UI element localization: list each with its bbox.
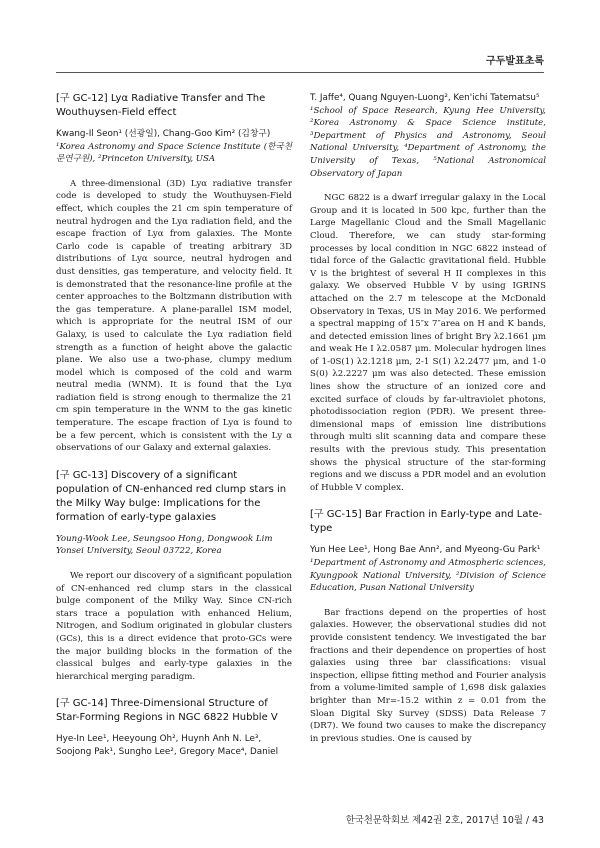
abstract-gc-13 [56,469,292,684]
right-column [310,92,546,759]
abstract-authors: Hye-In Lee¹, Heeyoung Oh², Huynh Anh N. Le³, Soojong Pak¹, Sungho Lee², Gregory Mace⁴, Daniel [56,734,279,757]
abstract-body: We report our discovery of a significant population of CN-enhanced red clump stars in the classical bulge component of the Milky Way. Since CN-rich stars trace a population with enhanced Helium, Nitrogen, and Sodium originated in globular clusters (GCs), this is a direct evidence that proto-GCs were the major building blocks in the formation of the classical bulges and early-type galaxies in the hierarchical merging paradigm. [56,571,292,682]
page-header [0,0,600,80]
abstract-authors: Kwang-Il Seon¹ (선광일), Chang-Goo Kim² (김창구) [56,129,271,139]
abstract-title: [구 GC-15] Bar Fraction in Early-type and Late-type [310,509,543,535]
abstract-title: [구 GC-12] Lyα Radiative Transfer and The Wouthuysen-Field effect [56,93,266,118]
abstract-gc-14 [56,697,292,758]
abstract-affiliation: ¹School of Space Research, Kyung Hee University, ²Korea Astronomy & Space Science institute, ³Department of Physics and Astronomy, Seoul National University, ⁴Department of Astronomy, the University of Texas, ⁵National Astronomical Observatory of Japan [310,105,546,179]
abstract-gc-15 [310,508,546,745]
header-rule [56,72,544,73]
abstract-body: A three-dimensional (3D) Lyα radiative transfer code is developed to study the Wouthuysen-Field effect, which couples the 21 cm spin temperature of neutral hydrogen and the Lyα radiation field, and the escape fraction of Lyα from galaxies. The Monte Carlo code is capable of treating arbitrary 3D distributions of Lyα source, neutral hydrogen and dust densities, gas temperature, and velocity field. It is demonstrated that the resonance-line profile at the center approaches to the Boltzmann distribution with the gas temperature. A plane-parallel ISM model, which is appropriate for the neutral ISM of our Galaxy, is used to calculate the Lyα radiation field strength as a function of height above the galactic plane. We also use a two-phase, clumpy medium model which is composed of the cold and warm neutral media (WNM). It is found that the Lyα radiation field is strong enough to thermalize the 21 cm spin temperature in the WNM to the gas kinetic temperature. The escape fraction of Lyα is found to be a few percent, which is consistent with the Ly α observations of our Galaxy and external galaxies. [56,178,292,454]
abstract-affiliation: ¹Korea Astronomy and Space Science Institute (한국천문연구원), ²Princeton University, USA [56,141,292,165]
abstract-authors: Young-Wook Lee, Seungsoo Hong, Dongwook Lim [56,533,273,544]
abstract-authors: Yun Hee Lee¹, Hong Bae Ann², and Myeong-Gu Park¹ [310,545,541,556]
abstract-body: NGC 6822 is a dwarf irregular galaxy in the Local Group and it is located in 500 kpc, further than the Large Magellanic Cloud and the Small Magellanic Cloud. Therefore, we can study star-forming processes by local condition in NGC 6822 instead of tidal force of the Galactic gravitational field. Hubble V is the brightest of several H II complexes in this galaxy. We observed Hubble V by using IGRINS attached on the 2.7 m telescope at the McDonald Observatory in Texas, US in May 2016. We performed a spectral mapping of 15″x 7″area on H and K bands, and detected emission lines of bright Brγ λ2.1661 μm and weak He I λ2.0587 μm. Molecular hydrogen lines of 1-0S(1) λ2.1218 μm, 2-1 S(1) λ2.2477 μm, and 1-0 S(0) λ2.2227 μm was also detected. These emission lines show the structure of an ionized core and excited surface of clouds by far-ultraviolet photons, photodissociation region (PDR). We present three-dimensional maps of emission line distributions through multi slit scanning data and compare these results with the previous study. This presentation shows the physical structure of the star-forming regions and we discuss a PDR model and an evolution of Hubble V complex. [310,193,546,493]
section-label: 구두발표초록 [486,56,544,67]
abstract-gc-14-continued [310,92,546,494]
abstract-affiliation: Yonsei University, Seoul 03722, Korea [56,546,222,557]
abstract-gc-12 [56,92,292,455]
abstract-title: [구 GC-13] Discovery of a significant population of CN-enhanced red clump stars in the Milky Way bulge: Implications for the formation of early-type galaxies [56,469,287,523]
abstract-affiliation: ¹Department of Astronomy and Atmospheric sciences, Kyungpook National University, ²Division of Science Education, Pusan National University [310,558,546,594]
abstract-title: [구 GC-14] Three-Dimensional Structure of Star-Forming Regions in NGC 6822 Hubble V [56,698,278,724]
abstract-authors-continued: T. Jaffe⁴, Quang Nguyen-Luong², Ken'ichi Tatematsu⁵ [310,93,540,103]
abstract-body: Bar fractions depend on the properties of host galaxies. However, the observational studies did not provide consistent tendency. We investigated the bar fractions and their dependence on properties of host galaxies using three bar classifications: visual inspection, ellipse fitting method and Fourier analysis from a volume-limited sample of 1,698 disk galaxies brighter than Mr=-15.2 within z = 0.01 from the Sloan Digital Sky Survey (SDSS) Data Release 7 (DR7). We found two causes to make the discrepancy in previous studies. One is caused by [310,607,546,744]
page-footer: 한국천문학회보 제42권 2호, 2017년 10월 / 43 [345,815,544,826]
left-column [56,92,292,759]
